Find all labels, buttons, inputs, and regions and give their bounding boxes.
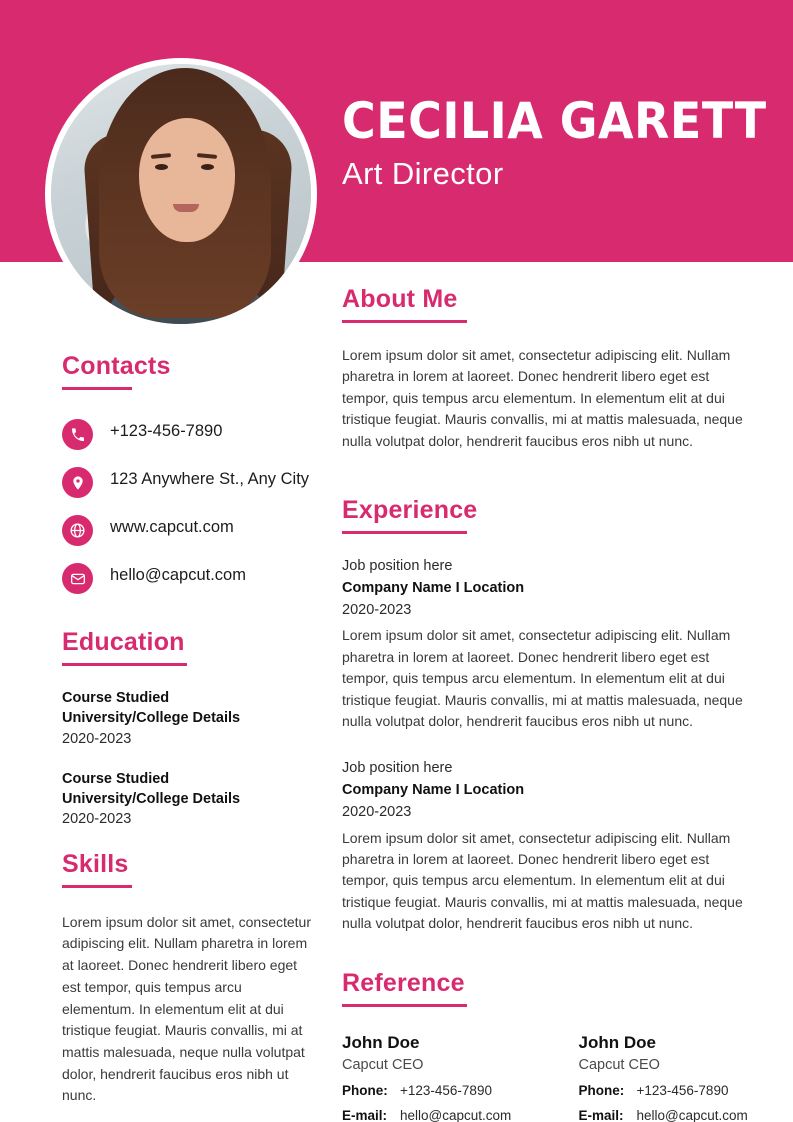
- location-icon: [62, 467, 93, 498]
- experience-item: [342, 556, 752, 732]
- contacts-list: [62, 418, 312, 594]
- about-heading: About Me: [342, 285, 458, 313]
- experience-item: [342, 758, 752, 934]
- contacts-heading-rule: [62, 387, 132, 390]
- reference-email-label: E-mail:: [342, 1107, 388, 1122]
- avatar: [45, 58, 317, 330]
- about-heading-rule: [342, 320, 467, 323]
- reference-phone-row: [342, 1083, 516, 1098]
- reference-phone-label: Phone:: [578, 1082, 625, 1098]
- reference-title: Capcut CEO: [578, 1056, 660, 1073]
- reference-section: [342, 969, 752, 1122]
- job-role-subtitle: Art Director: [342, 155, 504, 191]
- experience-position: Job position here: [342, 760, 453, 777]
- contact-value-phone: +123-456-7890: [110, 422, 223, 440]
- education-years: 2020-2023: [62, 811, 132, 828]
- skills-heading: Skills: [62, 849, 129, 878]
- experience-heading-rule: [342, 531, 467, 534]
- contacts-heading: Contacts: [62, 352, 171, 380]
- experience-description: Lorem ipsum dolor sit amet, consectetur adipiscing elit. Nullam pharetra in lorem at laoreet. Donec hendrerit libero eget est tempor, quis tempus arcu elementum. In elementum elit at dui tristique feugiat. Mauris convallis, mi at mattis malesuada, neque nulla volutpat dolor, hendrerit faucibus eros nibh ut nunc.: [342, 829, 743, 932]
- face: [139, 118, 235, 242]
- reference-phone-value: +123-456-7890: [400, 1082, 492, 1098]
- reference-phone-row: [579, 1083, 753, 1098]
- reference-email-value: hello@capcut.com: [636, 1107, 748, 1122]
- skills-section: [62, 850, 312, 1107]
- reference-name: John Doe: [342, 1032, 420, 1052]
- contacts-section: [62, 352, 312, 594]
- reference-phone-label: Phone:: [342, 1082, 388, 1098]
- contact-item-phone[interactable]: [62, 418, 312, 450]
- globe-icon: [62, 515, 93, 546]
- envelope-icon: [62, 563, 93, 594]
- experience-company: Company Name I Location: [342, 579, 525, 596]
- education-item: [62, 769, 312, 830]
- contact-item-address[interactable]: [62, 466, 312, 498]
- left-column: [62, 352, 312, 1107]
- skills-body: Lorem ipsum dolor sit amet, consectetur adipiscing elit. Nullam pharetra in lorem at laoreet. Donec hendrerit libero eget est tempor, quis tempus arcu elementum. In elementum elit at dui tristique feugiat. Mauris convallis, mi at mattis malesuada, neque nulla volutpat dolor, hendrerit faucibus eros nibh ut nunc.: [62, 913, 311, 1104]
- education-school: University/College Details: [62, 791, 241, 808]
- education-item: [62, 688, 312, 749]
- eye-left: [155, 164, 168, 170]
- reference-heading-rule: [342, 1004, 467, 1007]
- mouth: [173, 204, 199, 212]
- phone-icon: [62, 419, 93, 450]
- right-column: [342, 285, 752, 1122]
- avatar-photo: [51, 64, 311, 324]
- experience-heading: Experience: [342, 496, 478, 525]
- reference-item: [579, 1033, 753, 1122]
- education-heading: Education: [62, 628, 185, 656]
- education-years: 2020-2023: [62, 730, 132, 747]
- contact-value-address: 123 Anywhere St., Any City: [110, 470, 310, 488]
- education-school: University/College Details: [62, 710, 241, 727]
- experience-years: 2020-2023: [342, 601, 412, 618]
- contact-item-website[interactable]: [62, 514, 312, 546]
- contact-item-email[interactable]: [62, 562, 312, 594]
- reference-email-label: E-mail:: [578, 1107, 624, 1122]
- contact-value-website: www.capcut.com: [110, 518, 234, 536]
- education-heading-rule: [62, 663, 187, 666]
- education-section: [62, 628, 312, 830]
- about-section: [342, 285, 752, 452]
- reference-phone-value: +123-456-7890: [636, 1082, 729, 1098]
- education-list: [62, 688, 312, 830]
- experience-description: Lorem ipsum dolor sit amet, consectetur adipiscing elit. Nullam pharetra in lorem at laoreet. Donec hendrerit libero eget est tempor, quis tempus arcu elementum. In elementum elit at dui tristique feugiat. Mauris convallis, mi at mattis malesuada, neque nulla volutpat dolor, hendrerit faucibus eros nibh ut nunc.: [342, 627, 743, 729]
- reference-email-row: [342, 1108, 516, 1122]
- eye-right: [201, 164, 214, 170]
- experience-position: Job position here: [342, 558, 453, 575]
- experience-years: 2020-2023: [342, 803, 412, 820]
- education-course: Course Studied: [62, 690, 170, 706]
- about-body: Lorem ipsum dolor sit amet, consectetur adipiscing elit. Nullam pharetra in lorem at laoreet. Donec hendrerit libero eget est tempor, quis tempus arcu elementum. In elementum elit at dui tristique feugiat. Mauris convallis, mi at mattis malesuada, neque nulla volutpat dolor, hendrerit faucibus eros nibh ut nunc.: [342, 347, 743, 449]
- reference-item: [342, 1033, 516, 1122]
- reference-heading: Reference: [342, 968, 465, 997]
- experience-company: Company Name I Location: [342, 782, 525, 799]
- experience-section: [342, 496, 752, 935]
- header-text-group: [342, 92, 767, 192]
- reference-list: [342, 1033, 752, 1122]
- reference-title: Capcut CEO: [342, 1056, 424, 1073]
- contact-value-email: hello@capcut.com: [110, 566, 246, 584]
- education-course: Course Studied: [62, 770, 170, 787]
- page-title: CECILIA GARETT: [342, 92, 767, 150]
- reference-name: John Doe: [578, 1032, 656, 1052]
- reference-email-value: hello@capcut.com: [400, 1107, 512, 1122]
- reference-email-row: [579, 1108, 753, 1122]
- skills-heading-rule: [62, 885, 132, 888]
